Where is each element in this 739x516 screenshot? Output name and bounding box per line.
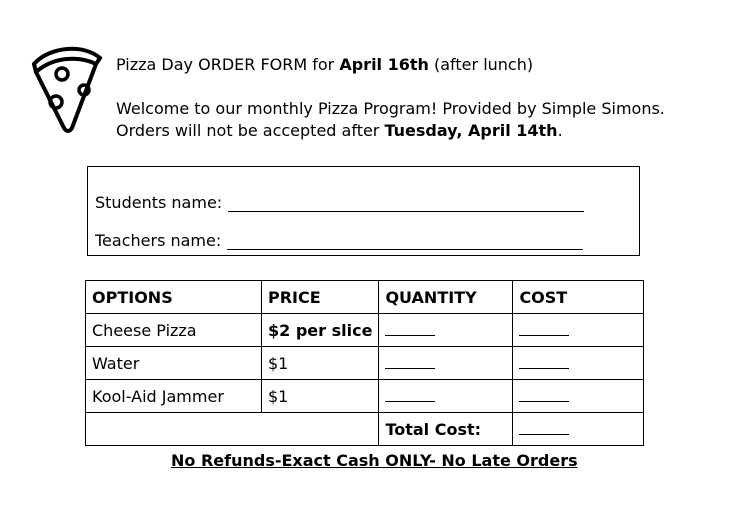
- quantity-blank[interactable]: [385, 391, 435, 402]
- header-quantity: QUANTITY: [379, 281, 513, 314]
- table-row: [86, 314, 644, 347]
- cost-blank[interactable]: [519, 325, 569, 336]
- cost-cell[interactable]: [513, 314, 644, 347]
- order-table: [85, 280, 644, 446]
- teacher-name-label: Teachers name:: [95, 231, 222, 250]
- option-cell: Kool-Aid Jammer: [86, 380, 262, 413]
- price-cell: $2 per slice: [262, 314, 379, 347]
- header-cost: COST: [513, 281, 644, 314]
- title-date: April 16th: [339, 55, 429, 74]
- cost-blank[interactable]: [519, 358, 569, 369]
- total-label: Total Cost:: [379, 413, 513, 446]
- student-name-field[interactable]: [228, 210, 584, 212]
- quantity-cell[interactable]: [379, 380, 513, 413]
- title-suffix: (after lunch): [428, 55, 534, 74]
- student-name-row: [95, 193, 584, 212]
- quantity-cell[interactable]: [379, 347, 513, 380]
- teacher-name-row: [95, 231, 583, 250]
- deadline-suffix: .: [557, 121, 563, 140]
- option-cell: Water: [86, 347, 262, 380]
- title-prefix: Pizza Day ORDER FORM for: [116, 55, 340, 74]
- footer-notice: No Refunds-Exact Cash ONLY- No Late Orders: [171, 451, 578, 470]
- table-header-row: [86, 281, 644, 314]
- price-cell: $1: [262, 347, 379, 380]
- quantity-blank[interactable]: [385, 358, 435, 369]
- price-cell: $1: [262, 380, 379, 413]
- cost-cell[interactable]: [513, 380, 644, 413]
- deadline-text: [116, 121, 563, 140]
- total-row: [86, 413, 644, 446]
- table-row: [86, 380, 644, 413]
- pizza-slice-icon: [28, 42, 104, 134]
- student-name-label: Students name:: [95, 193, 223, 212]
- cost-blank[interactable]: [519, 391, 569, 402]
- deadline-date: Tuesday, April 14th: [384, 121, 558, 140]
- total-cost-cell[interactable]: [513, 413, 644, 446]
- form-title: [116, 55, 533, 74]
- name-box: [87, 166, 640, 256]
- header-options: OPTIONS: [86, 281, 262, 314]
- quantity-blank[interactable]: [385, 325, 435, 336]
- cost-cell[interactable]: [513, 347, 644, 380]
- deadline-prefix: Orders will not be accepted after: [116, 121, 385, 140]
- teacher-name-field[interactable]: [227, 248, 583, 250]
- welcome-text: Welcome to our monthly Pizza Program! Provided by Simple Simons.: [116, 99, 665, 118]
- option-cell: Cheese Pizza: [86, 314, 262, 347]
- table-row: [86, 347, 644, 380]
- quantity-cell[interactable]: [379, 314, 513, 347]
- total-spacer: [86, 413, 379, 446]
- total-cost-blank[interactable]: [519, 424, 569, 435]
- header-price: PRICE: [262, 281, 379, 314]
